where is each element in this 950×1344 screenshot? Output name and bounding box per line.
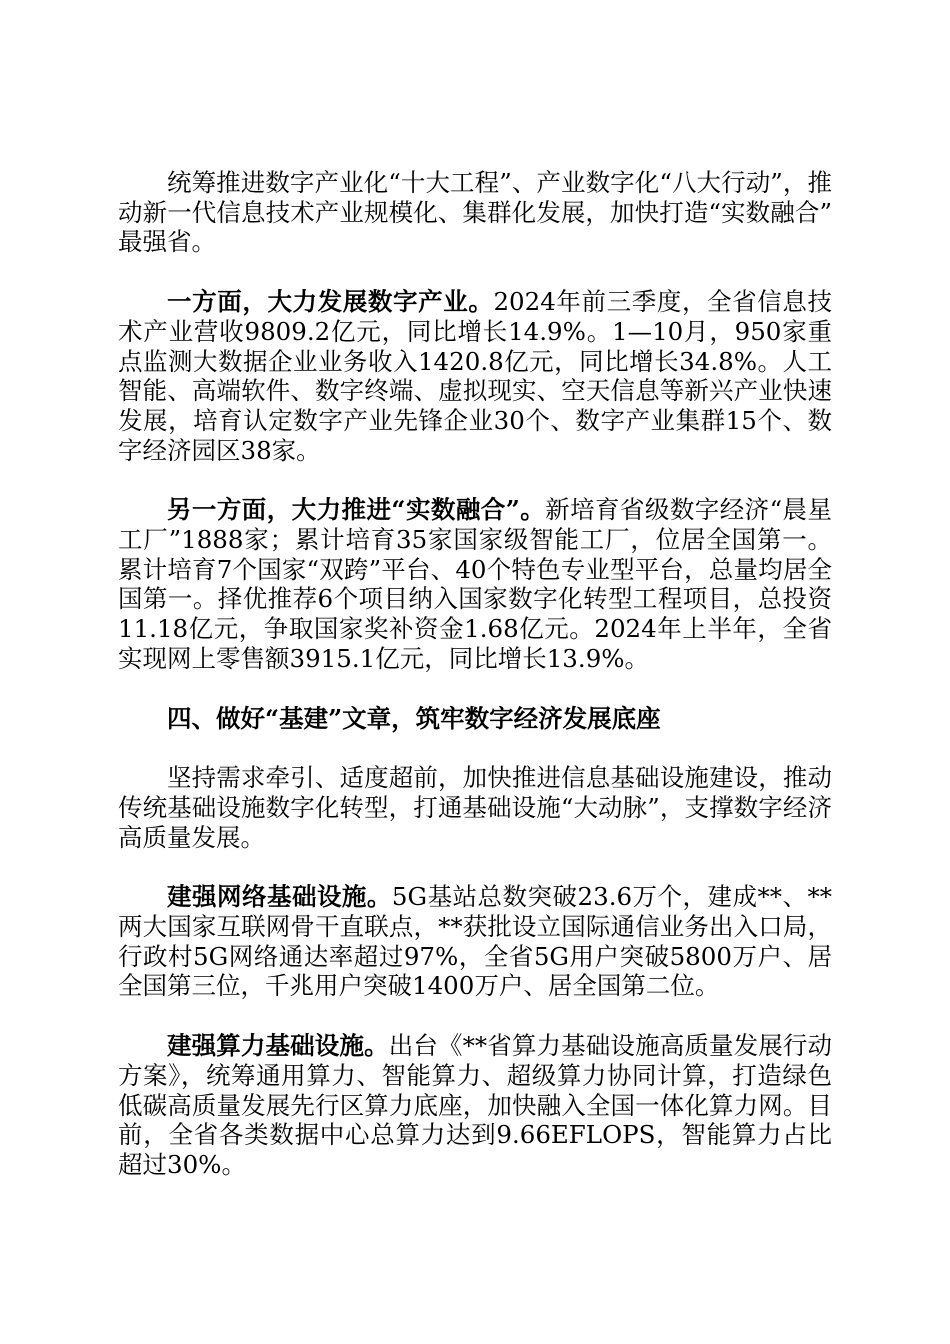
paragraph-text: 新培育省级数字经济“晨星工厂”1888家；累计培育35家国家级智能工厂，位居全国第一。累计培育7个国家“双跨”平台、40个特色专业型平台，总量均居全国第一。择优推荐6个项目纳入国家数字化转型工程项目，总投资11.18亿元，争取国家奖补资金1.68亿元。2024年上半年，全省实现网上零售额3915.1亿元，同比增长13.9%。: [118, 495, 832, 673]
paragraph-intro: [118, 168, 832, 257]
section-heading: 四、做好“基建”文章，筑牢数字经济发展底座: [167, 703, 661, 733]
paragraph-lead: 另一方面，大力推进“实数融合”。: [167, 495, 546, 525]
paragraph-infrastructure-intro: [118, 763, 832, 852]
document-page: [118, 168, 832, 1210]
paragraph-digital-industry: [118, 287, 832, 465]
paragraph-text: 坚持需求牵引、适度超前，加快推进信息基础设施建设，推动传统基础设施数字化转型，打通基础设施“大动脉”，支撑数字经济高质量发展。: [118, 763, 832, 852]
paragraph-lead: 一方面，大力发展数字产业。: [167, 287, 494, 317]
paragraph-lead: 建强网络基础设施。: [167, 882, 392, 912]
paragraph-text: 统筹推进数字产业化“十大工程”、产业数字化“八大行动”，推动新一代信息技术产业规模化、集群化发展，加快打造“实数融合”最强省。: [118, 168, 832, 257]
paragraph-network-infrastructure: [118, 882, 832, 1001]
paragraph-lead: 建强算力基础设施。: [167, 1031, 389, 1061]
paragraph-text: 2024年前三季度，全省信息技术产业营收9809.2亿元，同比增长14.9%。1—10月，950家重点监测大数据企业业务收入1420.8亿元，同比增长34.8%。人工智能、高端软件、数字终端、虚拟现实、空天信息等新兴产业快速发展，培育认定数字产业先锋企业30个、数字产业集群15个、数字经济园区38家。: [118, 287, 832, 465]
paragraph-digital-integration: [118, 495, 832, 673]
paragraph-computing-infrastructure: [118, 1031, 832, 1180]
paragraph-text: 5G基站总数突破23.6万个，建成**、**两大国家互联网骨干直联点，**获批设立国际通信业务出入口局，行政村5G网络通达率超过97%，全省5G用户突破5800万户、居全国第三位，千兆用户突破1400万户、居全国第二位。: [118, 882, 832, 1001]
paragraph-text: 出台《**省算力基础设施高质量发展行动方案》，统筹通用算力、智能算力、超级算力协同计算，打造绿色低碳高质量发展先行区算力底座，加快融入全国一体化算力网。目前，全省各类数据中心总算力达到9.66EFLOPS，智能算力占比超过30%。: [118, 1031, 833, 1179]
